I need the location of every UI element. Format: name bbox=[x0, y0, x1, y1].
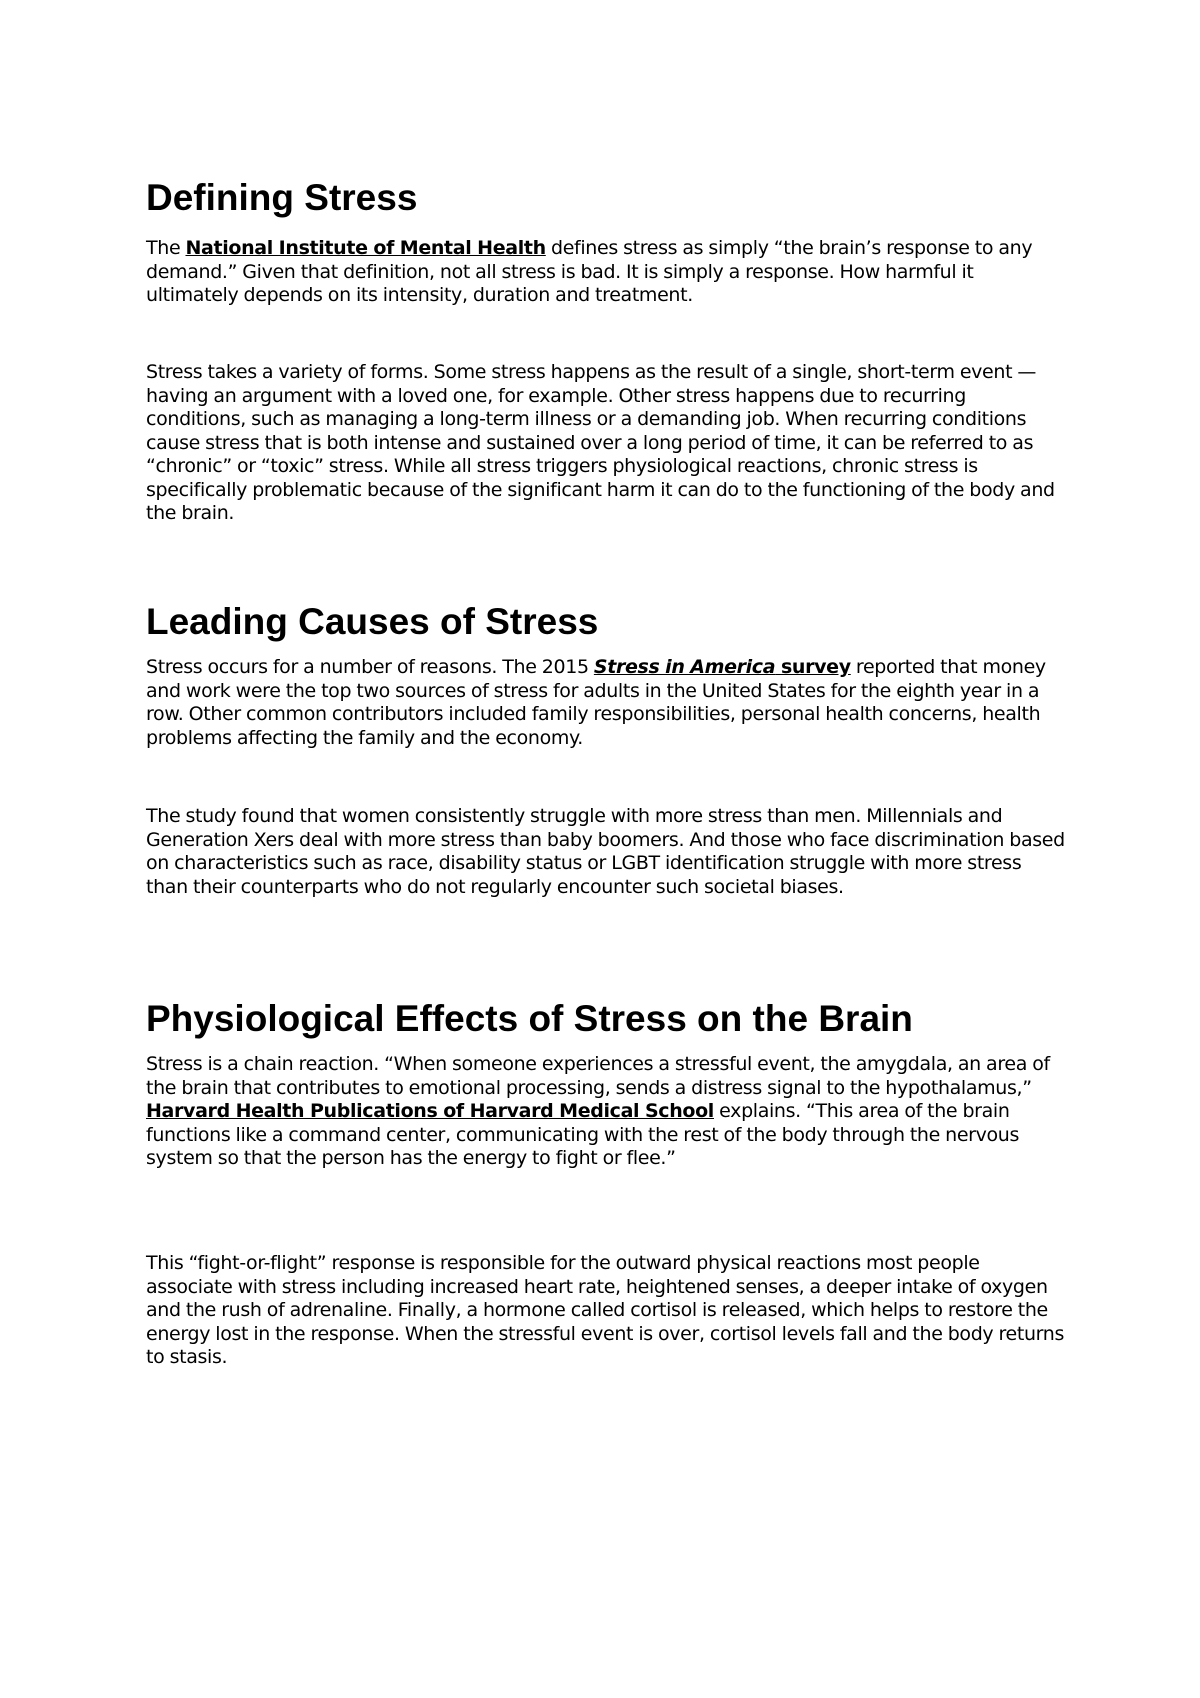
section-heading-leading-causes: Leading Causes of Stress bbox=[146, 601, 599, 642]
link-harvard-health[interactable]: Harvard Health Publications of Harvard Medical School bbox=[146, 1100, 714, 1122]
paragraph-text: Stress is a chain reaction. “When someone experiences a stressful event, the amygdala, an area of the brain that contributes to emotional processing, sends a distress signal to the hypothalamus,” bbox=[146, 1053, 1050, 1099]
link-stress-in-america-survey[interactable] bbox=[594, 656, 851, 678]
link-text: survey bbox=[775, 656, 851, 678]
paragraph-effects-2: This “fight-or-flight” response is responsible for the outward physical reactions most people associate with stress including increased heart rate, heightened senses, a deeper intake of oxygen and the rush of adrenaline. Finally, a hormone called cortisol is released, which helps to restore the energy lost in the response. When the stressful event is over, cortisol levels fall and the body returns to stasis. bbox=[146, 1252, 1065, 1368]
paragraph-defining-1 bbox=[146, 237, 1066, 308]
link-nimh[interactable]: National Institute of Mental Health bbox=[185, 237, 546, 259]
link-italic-text: Stress in America bbox=[593, 656, 776, 678]
paragraph-text: The bbox=[146, 237, 186, 259]
paragraph-text: explains. “This area of the brain functions like a command center, communicating with the rest of the body through the nervous system so that the person has the energy to fight or flee.” bbox=[146, 1100, 1020, 1169]
paragraph-defining-2: Stress takes a variety of forms. Some stress happens as the result of a single, short-term event — having an argument with a loved one, for example. Other stress happens due to recurring conditions, such as managing a long-term illness or a demanding job. When recurring conditions cause stress that is both intense and sustained over a long period of time, it can be referred to as “chronic” or “toxic” stress. While all stress triggers physiological reactions, chronic stress is specifically problematic because of the significant harm it can do to the functioning of the body and the brain. bbox=[146, 361, 1055, 524]
section-heading-physiological-effects: Physiological Effects of Stress on the Brain bbox=[146, 998, 913, 1039]
paragraph-causes-2: The study found that women consistently struggle with more stress than men. Millennials and Generation Xers deal with more stress than baby boomers. And those who face discrimination based on characteristics such as race, disability status or LGBT identification struggle with more stress than their counterparts who do not regularly encounter such societal biases. bbox=[146, 805, 1065, 898]
paragraph-effects-1 bbox=[146, 1053, 1066, 1171]
paragraph-causes-1 bbox=[146, 656, 1066, 750]
paragraph-text: Stress occurs for a number of reasons. The 2015 bbox=[146, 656, 594, 678]
paragraph-text: reported that money and work were the top two sources of stress for adults in the United States for the eighth year in a row. Other common contributors included family responsibilities, personal health concerns, health problems affecting the family and the economy. bbox=[146, 656, 1046, 749]
section-heading-defining-stress: Defining Stress bbox=[146, 177, 418, 218]
paragraph-text: defines stress as simply “the brain’s response to any demand.” Given that definition, not all stress is bad. It is simply a response. How harmful it ultimately depends on its intensity, duration and treatment. bbox=[146, 237, 1033, 306]
